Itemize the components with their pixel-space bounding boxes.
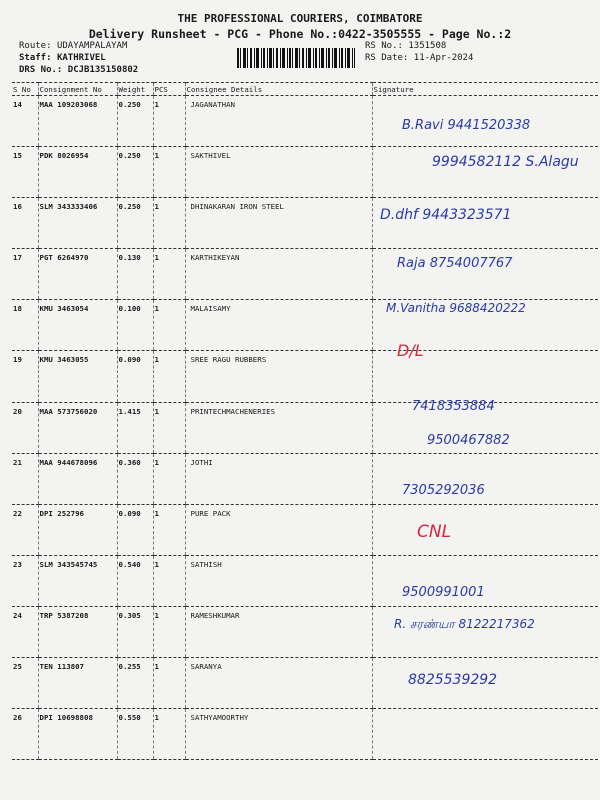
signature-handwriting: 9500467882 (427, 433, 510, 448)
signature-handwriting: M.Vanitha 9688420222 (386, 301, 526, 315)
drs-value: DCJB135150802 (67, 65, 139, 75)
consignment-cell: SLM 343545745 (38, 555, 117, 606)
signature-handwriting: 7418353884 (412, 399, 495, 414)
signature-handwriting: 9500991001 (402, 585, 485, 600)
signature-handwriting: D/L (397, 341, 424, 360)
signature-handwriting: 9994582112 S.Alagu (432, 154, 579, 170)
pcs-cell: 1 (153, 709, 185, 760)
rs-date-line (365, 52, 473, 64)
pcs-cell: 1 (153, 249, 185, 300)
consignment-cell: DPI 252796 (38, 504, 117, 555)
consignee-cell: PURE PACK (185, 504, 372, 555)
weight-cell: 0.305 (117, 606, 153, 657)
consignment-cell: SLM 343333406 (38, 198, 117, 249)
consignee-cell: MALAISAMY (185, 300, 372, 351)
consignee-cell: SATHISH (185, 555, 372, 606)
sno-cell: 18 (12, 300, 38, 351)
route-line (19, 40, 127, 52)
pcs-cell: 1 (153, 96, 185, 147)
consignment-cell: KMU 3463055 (38, 351, 117, 402)
signature-handwriting: CNL (417, 522, 452, 542)
consignment-cell: DPI 10698808 (38, 709, 117, 760)
weight-cell: 0.130 (117, 249, 153, 300)
consignee-cell: PRINTECHMACHENERIES (185, 402, 372, 453)
barcode-image (237, 48, 355, 68)
staff-line (19, 52, 106, 64)
sno-cell: 15 (12, 147, 38, 198)
weight-cell: 0.250 (117, 96, 153, 147)
consignment-cell: TEN 113807 (38, 658, 117, 709)
rs-date-label: RS Date: (365, 53, 409, 63)
weight-cell: 1.415 (117, 402, 153, 453)
consignment-cell: PDK 8026954 (38, 147, 117, 198)
weight-cell: 0.255 (117, 658, 153, 709)
col-header-sno: S No (12, 83, 38, 96)
consignee-cell: KARTHIKEYAN (185, 249, 372, 300)
weight-cell: 0.360 (117, 453, 153, 504)
sno-cell: 21 (12, 453, 38, 504)
pcs-cell: 1 (153, 606, 185, 657)
pcs-cell: 1 (153, 300, 185, 351)
pcs-cell: 1 (153, 504, 185, 555)
col-header-weight: Weight (117, 83, 153, 96)
col-header-consignee: Consignee Details (185, 83, 372, 96)
sno-cell: 17 (12, 249, 38, 300)
weight-cell: 0.090 (117, 351, 153, 402)
route-value: UDAYAMPALAYAM (56, 41, 128, 51)
consignee-cell: JOTHI (185, 453, 372, 504)
sno-cell: 22 (12, 504, 38, 555)
pcs-cell: 1 (153, 453, 185, 504)
rs-no-line (365, 40, 446, 52)
signature-handwriting: Raja 8754007767 (397, 256, 513, 271)
weight-cell: 0.250 (117, 147, 153, 198)
pcs-cell: 1 (153, 658, 185, 709)
weight-cell: 0.090 (117, 504, 153, 555)
weight-cell: 0.100 (117, 300, 153, 351)
drs-label: DRS No.: (19, 65, 63, 75)
consignee-cell: SREE RAGU RUBBERS (185, 351, 372, 402)
weight-cell: 0.250 (117, 198, 153, 249)
handwritten-signatures (372, 94, 598, 694)
signature-handwriting: 7305292036 (402, 483, 485, 498)
company-title: THE PROFESSIONAL COURIERS, COIMBATORE (177, 12, 423, 25)
rs-no-label: RS No.: (365, 41, 403, 51)
staff-value: KATHRIVEL (56, 53, 106, 63)
consignment-cell: MAA 109203068 (38, 96, 117, 147)
runsheet-subtitle: Delivery Runsheet - PCG - Phone No.:0422-3505555 - Page No.:2 (88, 27, 512, 41)
table-row (12, 709, 598, 760)
sno-cell: 14 (12, 96, 38, 147)
col-header-consignment: Consignment No (38, 83, 117, 96)
drs-line (19, 64, 138, 76)
sno-cell: 24 (12, 606, 38, 657)
sno-cell: 19 (12, 351, 38, 402)
consignee-cell: SARANYA (185, 658, 372, 709)
sno-cell: 23 (12, 555, 38, 606)
pcs-cell: 1 (153, 555, 185, 606)
consignment-cell: PGT 6264970 (38, 249, 117, 300)
rs-date-value: 11-Apr-2024 (413, 53, 474, 63)
weight-cell: 0.540 (117, 555, 153, 606)
consignee-cell: SAKTHIVEL (185, 147, 372, 198)
route-label: Route: (19, 41, 52, 51)
col-header-pcs: PCS (153, 83, 185, 96)
sno-cell: 16 (12, 198, 38, 249)
pcs-cell: 1 (153, 147, 185, 198)
sno-cell: 20 (12, 402, 38, 453)
col-header-signature: Signature (372, 83, 598, 96)
rs-no-value: 1351508 (408, 41, 447, 51)
sno-cell: 25 (12, 658, 38, 709)
weight-cell: 0.550 (117, 709, 153, 760)
staff-label: Staff: (19, 53, 52, 63)
signature-handwriting: R. சரண்யா 8122217362 (394, 617, 535, 631)
consignee-cell: JAGANATHAN (185, 96, 372, 147)
consignee-cell: RAMESHKUMAR (185, 606, 372, 657)
consignment-cell: TRP 5387208 (38, 606, 117, 657)
pcs-cell: 1 (153, 198, 185, 249)
sno-cell: 26 (12, 709, 38, 760)
signature-handwriting: D.dhf 9443323571 (380, 207, 512, 223)
signature-handwriting: 8825539292 (408, 672, 498, 688)
pcs-cell: 1 (153, 351, 185, 402)
signature-handwriting: B.Ravi 9441520338 (402, 118, 531, 133)
signature-cell (372, 709, 598, 760)
pcs-cell: 1 (153, 402, 185, 453)
consignment-cell: MAA 573756020 (38, 402, 117, 453)
consignment-cell: KMU 3463054 (38, 300, 117, 351)
consignee-cell: DHINAKARAN IRON STEEL (185, 198, 372, 249)
consignee-cell: SATHYAMOORTHY (185, 709, 372, 760)
consignment-cell: MAA 944678096 (38, 453, 117, 504)
